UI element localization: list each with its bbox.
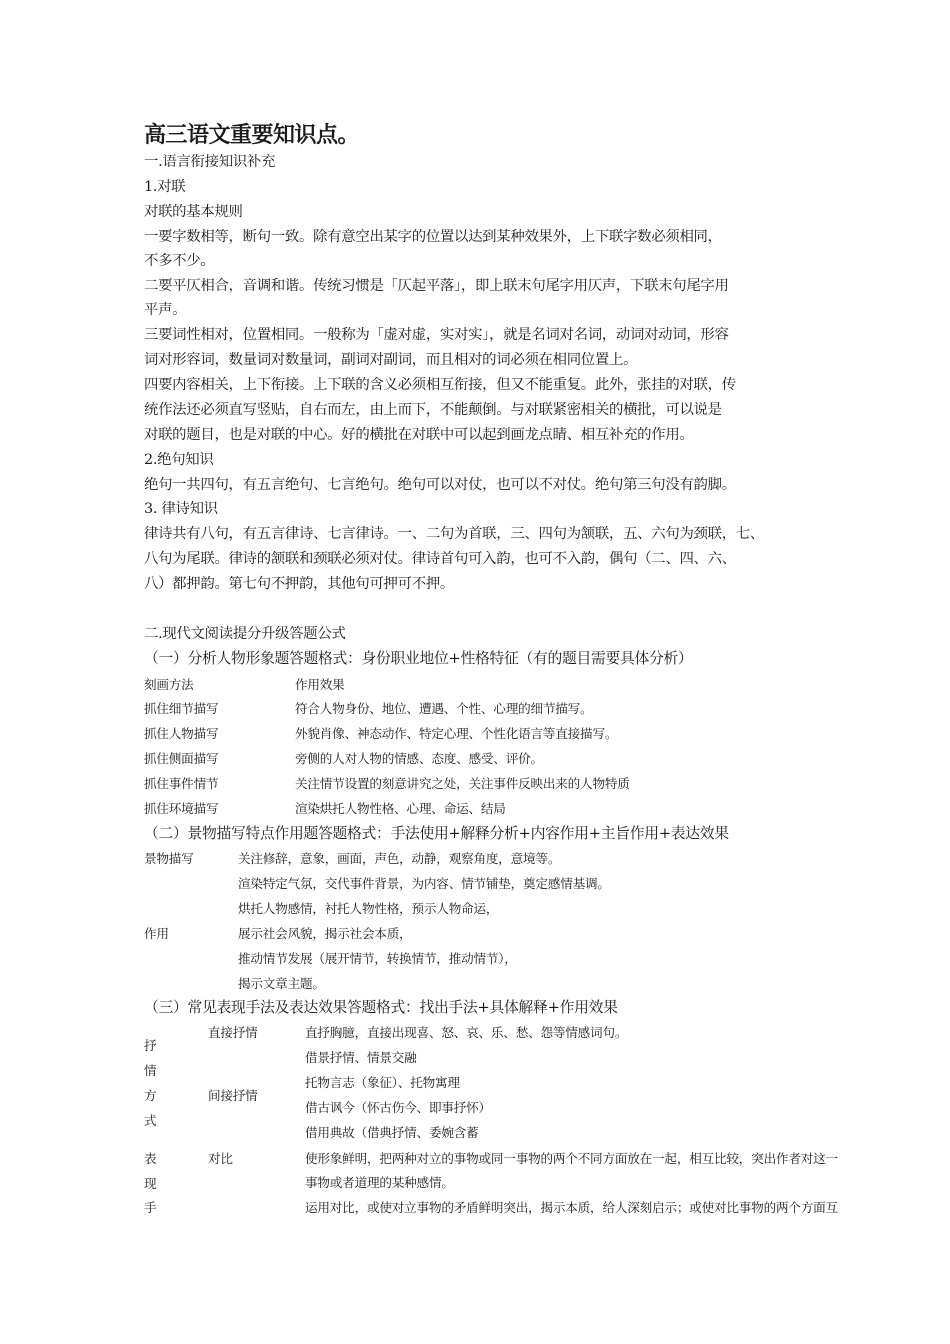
table-cell-effect: 运用对比，或使对立事物的矛盾鲜明突出，揭示本质，给人深刻启示；或使对比事物的两个方面互: [305, 1200, 838, 1215]
table-cell-effect: 推动情节发展（展开情节，转换情节，推动情节），: [238, 951, 517, 966]
paragraph-line: 2.绝句知识: [144, 452, 214, 468]
paragraph-line: 八句为尾联。律诗的颔联和颈联必须对仗。律诗首句可入韵，也可不入韵，偶句（二、四、六、: [144, 551, 736, 567]
paragraph-line: 3. 律诗知识: [144, 501, 218, 517]
subcategory-label: 直接抒情: [208, 1025, 258, 1040]
table-cell-effect: 借用典故（借典抒情、委婉含蓄: [305, 1125, 479, 1140]
paragraph-line: 绝句一共四句，有五言绝句、七言绝句。绝句可以对仗，也可以不对仗。绝句第三句没有韵脚。: [144, 477, 736, 493]
paragraph-line: 三要词性相对，位置相同。一般称为「虚对虚，实对实」，就是名词对名词，动词对动词，形容: [144, 327, 729, 343]
table-cell-effect: 烘托人物感情，衬托人物性格，预示人物命运，: [238, 901, 499, 916]
section-heading: 一.语言衔接知识补充: [144, 154, 276, 170]
subsection-heading: （三）常见表现手法及表达效果答题格式：找出手法+具体解释+作用效果: [144, 999, 618, 1016]
table-header-effect: 作用效果: [295, 677, 345, 692]
table-cell-method: 抓住侧面描写: [144, 751, 219, 766]
paragraph-line: 对联的基本规则: [144, 204, 243, 220]
table-cell-effect: 旁侧的人对人物的情感、态度、感受、评价。: [295, 751, 543, 766]
paragraph-line: 词对形容词，数量词对数量词，副词对副词，而且相对的词必须在相同位置上。: [144, 352, 638, 368]
table-cell-effect: 关注修辞，意象，画面，声色，动静，观察角度，意境等。: [238, 851, 561, 866]
paragraph-line: 律诗共有八句，有五言律诗、七言律诗。一、二句为首联，三、四句为颔联，五、六句为颈联，七、: [144, 526, 764, 542]
paragraph-line: 对联的题目，也是对联的中心。好的横批在对联中可以起到画龙点睛、相互补充的作用。: [144, 427, 694, 443]
subsection-heading: （二）景物描写特点作用题答题格式：手法使用+解释分析+内容作用+主旨作用+表达效果: [144, 825, 729, 842]
table-cell-effect: 直抒胸臆，直接出现喜、怒、哀、乐、愁、怨等情感词句。: [305, 1025, 628, 1040]
table-cell-effect: 渲染特定气氛，交代事件背景，为内容、情节铺垫，奠定感情基调。: [238, 876, 610, 891]
category-char: 式: [144, 1113, 157, 1128]
table-cell-method: 抓住环境描写: [144, 801, 219, 816]
subsection-heading: （一）分析人物形象题答题格式：身份职业地位+性格特征（有的题目需要具体分析）: [144, 650, 693, 667]
table-cell-method: 抓住事件情节: [144, 776, 219, 791]
table-cell-effect: 渲染烘托人物性格、心理、命运、结局: [295, 801, 506, 816]
table-cell-effect: 符合人物身份、地位、遭遇、个性、心理的细节描写。: [295, 701, 593, 716]
table-cell-effect: 展示社会风貌，揭示社会本质，: [238, 926, 412, 941]
paragraph-line: 1.对联: [144, 179, 186, 195]
category-char: 情: [144, 1063, 157, 1078]
table-cell-effect: 借景抒情、情景交融: [305, 1050, 417, 1065]
document-title: 高三语文重要知识点。: [144, 123, 360, 148]
paragraph-line: 二要平仄相合，音调和谐。传统习惯是「仄起平落」，即上联末句尾字用仄声，下联末句尾字用: [144, 278, 729, 294]
subcategory-label: 间接抒情: [208, 1088, 258, 1103]
section-heading: 二.现代文阅读提分升级答题公式: [144, 626, 346, 642]
paragraph-line: 一要字数相等，断句一致。除有意空出某字的位置以达到某种效果外，上下联字数必须相同，: [144, 229, 722, 245]
subcategory-label: 对比: [208, 1151, 233, 1166]
paragraph-line: 四要内容相关，上下衔接。上下联的含义必须相互衔接，但又不能重复。此外，张挂的对联，传: [144, 377, 736, 393]
table-cell-effect: 借古讽今（怀古伤今、即事抒怀）: [305, 1100, 491, 1115]
category-char: 表: [144, 1151, 157, 1166]
table-cell-effect: 外貌肖像、神态动作、特定心理、个性化语言等直接描写。: [295, 726, 618, 741]
table-header-method: 刻画方法: [144, 677, 194, 692]
table-cell-effect: 事物或者道理的某种感情。: [305, 1175, 454, 1190]
paragraph-line: 不多不少。: [144, 253, 215, 269]
category-char: 手: [144, 1200, 157, 1215]
category-char: 方: [144, 1088, 157, 1103]
row-label: 景物描写: [144, 851, 194, 866]
category-char: 抒: [144, 1038, 157, 1053]
table-cell-effect: 揭示文章主题。: [238, 976, 325, 991]
table-cell-effect: 使形象鲜明，把两种对立的事物或同一事物的两个不同方面放在一起，相互比较，突出作者对这一: [305, 1151, 838, 1166]
category-char: 现: [144, 1176, 157, 1191]
table-cell-effect: 关注情节设置的刻意讲究之处，关注事件反映出来的人物特质: [295, 776, 630, 791]
table-cell-method: 抓住细节描写: [144, 701, 219, 716]
paragraph-line: 八）都押韵。第七句不押韵，其他句可押可不押。: [144, 576, 454, 592]
row-label: 作用: [144, 926, 169, 941]
paragraph-line: 平声。: [144, 302, 187, 318]
paragraph-line: 统作法还必须直写竖贴，自右而左，由上而下，不能颠倒。与对联紧密相关的横批，可以说是: [144, 402, 722, 418]
table-cell-effect: 托物言志（象征）、托物寓理: [305, 1075, 460, 1090]
table-cell-method: 抓住人物描写: [144, 726, 219, 741]
